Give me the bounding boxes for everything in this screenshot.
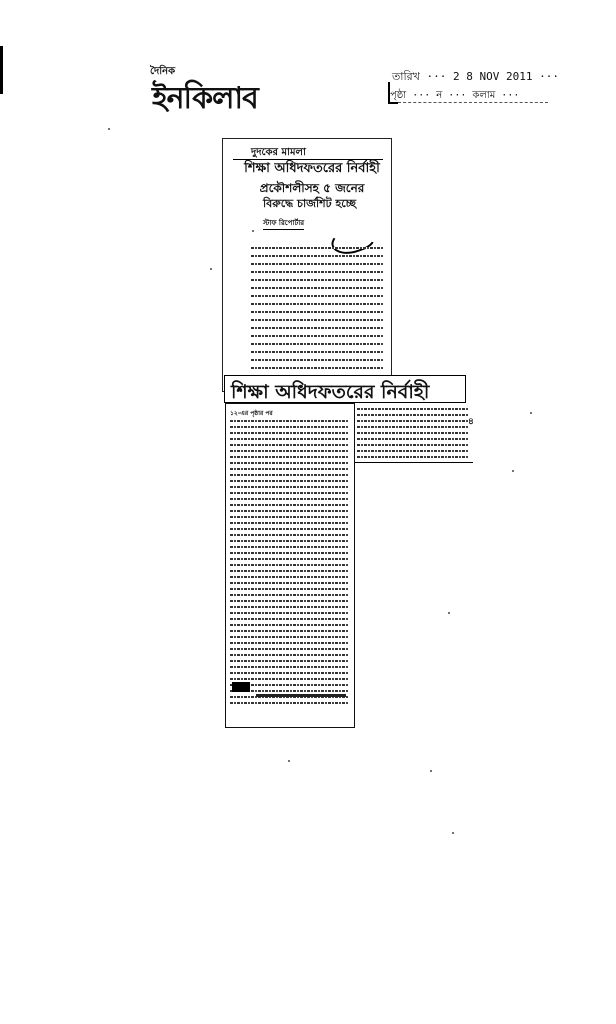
text-line [251, 271, 383, 273]
text-line [230, 426, 348, 428]
text-line [230, 564, 348, 566]
continuation-headline [224, 375, 466, 403]
date-stamp-page: পৃষ্ঠা ··· ন ··· কলাম ··· [390, 90, 520, 101]
ink-blot [232, 682, 250, 692]
article-headline-line-3: বিরুদ্ধে চার্জশিট হচ্ছে [263, 197, 357, 210]
text-line [230, 534, 348, 536]
text-line [230, 618, 348, 620]
text-line [230, 594, 348, 596]
text-line [230, 450, 348, 452]
scan-speck [530, 412, 532, 414]
text-line [230, 492, 348, 494]
text-line [251, 311, 383, 313]
ink-smudge [256, 694, 346, 697]
text-line [357, 426, 469, 428]
text-line [230, 498, 348, 500]
text-line [230, 552, 348, 554]
text-line [230, 480, 348, 482]
scan-edge-line [0, 46, 3, 94]
text-line [230, 654, 348, 656]
text-line [230, 438, 348, 440]
text-line [230, 516, 348, 518]
scan-speck [452, 832, 454, 834]
text-line [230, 660, 348, 662]
newspaper-name: ইনকিলাব [152, 81, 258, 116]
text-line [251, 279, 383, 281]
scan-speck [108, 128, 110, 130]
text-line [230, 468, 348, 470]
kicker-rule [233, 159, 383, 160]
text-line [230, 666, 348, 668]
article-headline-line-2: প্রকৌশলীসহ ৫ জনের [259, 181, 365, 195]
text-line [251, 351, 383, 353]
stamp-dotted-line [398, 102, 548, 103]
newspaper-kicker: দৈনিক [150, 66, 176, 77]
date-stamp [388, 60, 559, 108]
continuation-body-text [230, 420, 348, 708]
text-line [230, 444, 348, 446]
text-line [357, 444, 469, 446]
continuation-intro: ১২-এর পৃষ্ঠার পর [230, 410, 273, 417]
article-byline: স্টাফ রিপোর্টার [263, 217, 304, 230]
page-marker: ৪ [468, 417, 474, 427]
scan-speck [288, 760, 290, 762]
text-line [230, 528, 348, 530]
text-line [230, 576, 348, 578]
text-line [230, 648, 348, 650]
text-line [230, 420, 348, 422]
scan-speck [252, 230, 254, 232]
text-line [251, 327, 383, 329]
text-line [251, 359, 383, 361]
text-line [357, 408, 469, 410]
text-line [230, 558, 348, 560]
text-line [251, 335, 383, 337]
text-line [357, 432, 469, 434]
text-line [251, 367, 383, 369]
scan-speck [430, 770, 432, 772]
date-stamp-date: তারিখ ··· 2 8 NOV 2011 ··· [392, 70, 559, 83]
text-line [230, 504, 348, 506]
text-line [230, 456, 348, 458]
text-line [251, 319, 383, 321]
text-line [251, 295, 383, 297]
text-line [230, 624, 348, 626]
text-line [357, 450, 469, 452]
text-line [230, 636, 348, 638]
text-line [230, 606, 348, 608]
article-kicker: দুদকের মামলা [251, 147, 306, 158]
text-line [357, 414, 469, 416]
text-line [251, 263, 383, 265]
text-line [230, 588, 348, 590]
article-headline-line-1: শিক্ষা অধিদফতরের নির্বাহী [244, 161, 380, 176]
text-line [251, 303, 383, 305]
article-body-text [251, 247, 383, 375]
text-line [230, 522, 348, 524]
text-line [230, 702, 348, 704]
text-line [357, 438, 469, 440]
continuation-headline-text: শিক্ষা অধিদফতরের নির্বাহী [231, 381, 430, 403]
text-line [357, 456, 469, 458]
text-line [230, 432, 348, 434]
text-line [230, 642, 348, 644]
text-line [230, 612, 348, 614]
text-line [251, 287, 383, 289]
scan-speck [210, 268, 212, 270]
text-line [357, 420, 469, 422]
article-clipping-side [352, 404, 473, 463]
text-line [230, 630, 348, 632]
article-clipping-bottom [225, 403, 355, 728]
scan-speck [512, 470, 514, 472]
text-line [230, 582, 348, 584]
text-line [230, 672, 348, 674]
text-line [230, 540, 348, 542]
text-line [251, 247, 383, 249]
text-line [251, 255, 383, 257]
text-line [251, 343, 383, 345]
scan-speck [448, 612, 450, 614]
article-clipping-top [222, 138, 392, 392]
text-line [230, 546, 348, 548]
text-line [230, 600, 348, 602]
text-line [230, 678, 348, 680]
text-line [230, 486, 348, 488]
text-line [230, 474, 348, 476]
text-line [230, 510, 348, 512]
text-line [230, 462, 348, 464]
text-line [230, 570, 348, 572]
